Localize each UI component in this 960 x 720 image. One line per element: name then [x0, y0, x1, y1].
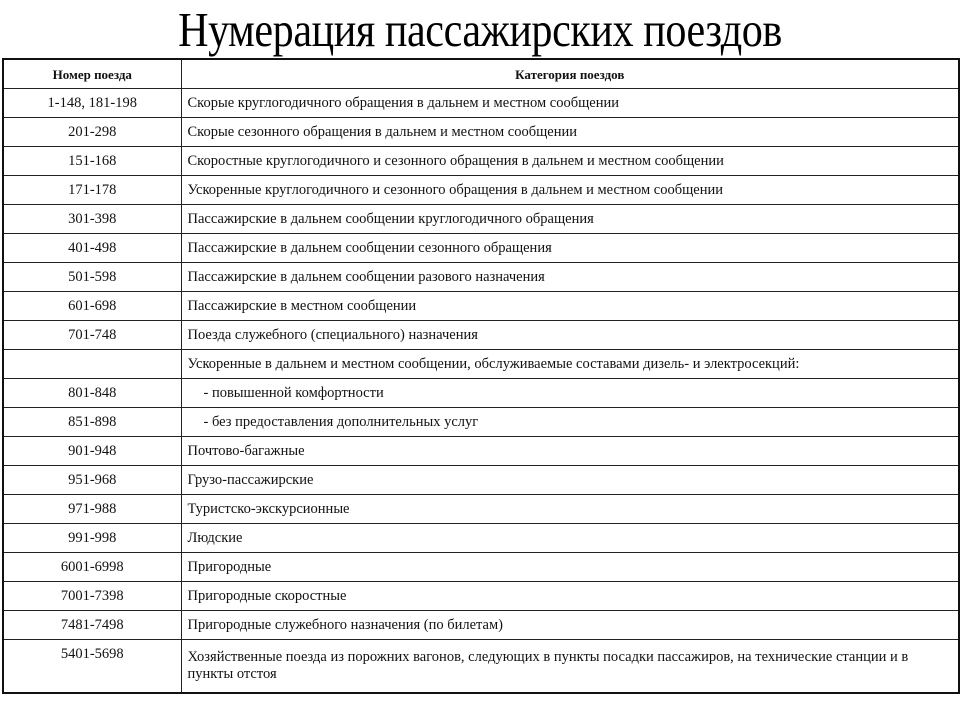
train-category-cell: Почтово-багажные [181, 437, 959, 466]
table-row [3, 321, 959, 350]
train-category-cell: Пригородные служебного назначения (по билетам) [181, 611, 959, 640]
table-row [3, 495, 959, 524]
train-number-cell: 171-178 [3, 176, 181, 205]
train-category-cell: Пассажирские в дальнем сообщении круглогодичного обращения [181, 205, 959, 234]
table-row [3, 640, 959, 694]
train-number-cell: 901-948 [3, 437, 181, 466]
table-row [3, 524, 959, 553]
table-row [3, 292, 959, 321]
train-category-cell: Скорые сезонного обращения в дальнем и местном сообщении [181, 118, 959, 147]
train-number-cell: 701-748 [3, 321, 181, 350]
table-row [3, 408, 959, 437]
train-number-cell: 5401-5698 [3, 640, 181, 694]
table-row [3, 147, 959, 176]
train-number-cell: 301-398 [3, 205, 181, 234]
train-number-cell: 7481-7498 [3, 611, 181, 640]
train-category-cell: Пассажирские в дальнем сообщении разового назначения [181, 263, 959, 292]
train-category-cell: Ускоренные в дальнем и местном сообщении, обслуживаемые составами дизель- и электросекций: [181, 350, 959, 379]
train-category-cell: Пригородные [181, 553, 959, 582]
train-number-cell: 6001-6998 [3, 553, 181, 582]
train-numbering-table [2, 58, 960, 694]
train-number-cell: 971-988 [3, 495, 181, 524]
train-number-cell [3, 350, 181, 379]
table-row [3, 553, 959, 582]
train-category-cell: Скорые круглогодичного обращения в дальнем и местном сообщении [181, 89, 959, 118]
table-row [3, 205, 959, 234]
table-row [3, 118, 959, 147]
table-row [3, 263, 959, 292]
train-number-cell: 951-968 [3, 466, 181, 495]
table-row [3, 379, 959, 408]
table-row-group-heading [3, 350, 959, 379]
train-category-cell: Грузо-пассажирские [181, 466, 959, 495]
train-category-cell: - повышенной комфортности [181, 379, 959, 408]
train-category-cell: Поезда служебного (специального) назначения [181, 321, 959, 350]
table-row [3, 611, 959, 640]
train-number-cell: 801-848 [3, 379, 181, 408]
table-row [3, 89, 959, 118]
train-number-cell: 201-298 [3, 118, 181, 147]
train-category-cell: Туристско-экскурсионные [181, 495, 959, 524]
train-number-cell: 601-698 [3, 292, 181, 321]
page-title: Нумерация пассажирских поездов [178, 2, 782, 57]
train-number-cell: 401-498 [3, 234, 181, 263]
train-number-cell: 501-598 [3, 263, 181, 292]
train-category-cell: Пассажирские в местном сообщении [181, 292, 959, 321]
train-number-cell: 151-168 [3, 147, 181, 176]
train-number-cell: 7001-7398 [3, 582, 181, 611]
column-header-number: Номер поезда [3, 59, 181, 89]
table-row [3, 234, 959, 263]
train-category-cell: Людские [181, 524, 959, 553]
train-category-cell: Скоростные круглогодичного и сезонного обращения в дальнем и местном сообщении [181, 147, 959, 176]
table-row [3, 582, 959, 611]
train-category-cell: - без предоставления дополнительных услуг [181, 408, 959, 437]
train-number-cell: 991-998 [3, 524, 181, 553]
table-row [3, 437, 959, 466]
train-category-cell: Пассажирские в дальнем сообщении сезонного обращения [181, 234, 959, 263]
table-row [3, 176, 959, 205]
train-category-cell: Ускоренные круглогодичного и сезонного обращения в дальнем и местном сообщении [181, 176, 959, 205]
train-number-cell: 851-898 [3, 408, 181, 437]
train-number-cell: 1-148, 181-198 [3, 89, 181, 118]
table-row [3, 466, 959, 495]
train-category-cell: Хозяйственные поезда из порожних вагонов, следующих в пункты посадки пассажиров, на технические станции и в пункты отстоя [181, 640, 959, 694]
column-header-category: Категория поездов [181, 59, 959, 89]
table-header-row [3, 59, 959, 89]
train-category-cell: Пригородные скоростные [181, 582, 959, 611]
